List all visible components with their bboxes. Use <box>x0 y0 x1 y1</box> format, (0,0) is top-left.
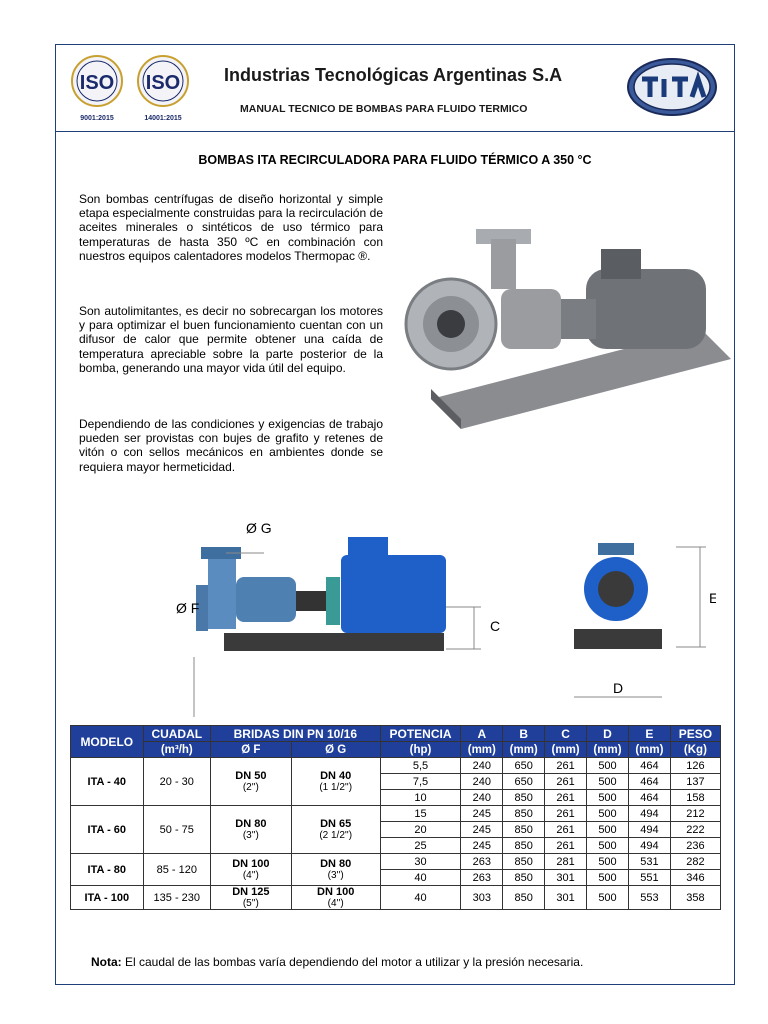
th-a: A <box>461 726 503 742</box>
cell-a: 263 <box>461 870 503 886</box>
header <box>56 45 734 132</box>
document-frame <box>55 44 735 985</box>
model-name: ITA - 100 <box>71 886 144 910</box>
flange-g <box>291 758 380 806</box>
th-peso-unit: (Kg) <box>670 742 720 758</box>
table-row <box>71 806 721 822</box>
flange-g-dn: DN 80 <box>320 858 352 870</box>
cell-b: 850 <box>503 854 545 870</box>
cell-b: 850 <box>503 790 545 806</box>
company-name: Industrias Tecnológicas Argentinas S.A <box>224 65 563 85</box>
model-name: ITA - 60 <box>71 806 144 854</box>
table-row <box>71 758 721 774</box>
table-row <box>71 854 721 870</box>
flange-g <box>291 854 380 886</box>
model-caudal: 20 - 30 <box>143 758 210 806</box>
pump-photo <box>401 209 731 434</box>
th-peso: PESO <box>670 726 720 742</box>
cell-e: 494 <box>628 822 670 838</box>
flange-f-inches: (3'') <box>242 830 259 841</box>
th-a-unit: (mm) <box>461 742 503 758</box>
cell-e: 464 <box>628 758 670 774</box>
flange-f-dn: DN 80 <box>235 818 267 830</box>
th-c-unit: (mm) <box>545 742 587 758</box>
note-label: Nota: <box>91 955 122 969</box>
cell-d: 500 <box>587 838 629 854</box>
flange-f-inches: (4'') <box>242 870 259 881</box>
cell-a: 245 <box>461 822 503 838</box>
cell-potencia: 20 <box>380 822 461 838</box>
intro-paragraph: Son bombas centrífugas de diseño horizontal y simple etapa especialmente construidas para la recirculación de aceites minerales o sintéticos de uso térmico para temperaturas de hasta 350 ºC en combinación con nuestros equipos calentadores modelos Thermopac ®. <box>79 192 383 263</box>
cell-e: 464 <box>628 774 670 790</box>
cell-c: 261 <box>545 838 587 854</box>
flange-g-inches: (2 1/2'') <box>319 830 353 841</box>
cell-c: 301 <box>545 886 587 910</box>
model-caudal: 50 - 75 <box>143 806 210 854</box>
cell-peso: 212 <box>670 806 720 822</box>
description-paragraph: Son autolimitantes, es decir no sobrecargan los motores y para optimizar el buen funcionamiento cuentan con un difusor de calor que permite obtener una caída de temperatura apreciable sobre la parte posterior de la bomba, generando una mayor vida útil del equipo. <box>79 304 383 375</box>
flange-f <box>211 758 292 806</box>
cell-c: 261 <box>545 774 587 790</box>
cell-b: 650 <box>503 758 545 774</box>
th-e: E <box>628 726 670 742</box>
cell-potencia: 25 <box>380 838 461 854</box>
cell-d: 500 <box>587 758 629 774</box>
note-text: El caudal de las bombas varía dependiendo del motor a utilizar y la presión necesaria. <box>121 955 584 969</box>
dimension-drawing <box>136 507 716 722</box>
iso-9001-seal <box>70 53 124 125</box>
cell-potencia: 15 <box>380 806 461 822</box>
cell-e: 464 <box>628 790 670 806</box>
flange-g-dn: DN 100 <box>317 886 355 898</box>
cell-potencia: 30 <box>380 854 461 870</box>
cell-potencia: 5,5 <box>380 758 461 774</box>
cell-peso: 137 <box>670 774 720 790</box>
cell-a: 303 <box>461 886 503 910</box>
cell-a: 240 <box>461 790 503 806</box>
th-caudal-unit: (m³/h) <box>143 742 210 758</box>
cell-d: 500 <box>587 790 629 806</box>
th-b: B <box>503 726 545 742</box>
footnote <box>91 955 583 969</box>
cell-e: 494 <box>628 838 670 854</box>
th-caudal: CUADAL <box>143 726 210 742</box>
cell-c: 261 <box>545 806 587 822</box>
th-b-unit: (mm) <box>503 742 545 758</box>
cell-e: 494 <box>628 806 670 822</box>
cell-peso: 222 <box>670 822 720 838</box>
cell-potencia: 40 <box>380 886 461 910</box>
cell-b: 850 <box>503 838 545 854</box>
flange-f-inches: (5'') <box>242 898 259 909</box>
cell-e: 551 <box>628 870 670 886</box>
th-potencia-unit: (hp) <box>380 742 461 758</box>
cell-potencia: 7,5 <box>380 774 461 790</box>
flange-g-inches: (4'') <box>327 898 344 909</box>
cell-a: 245 <box>461 838 503 854</box>
cell-c: 261 <box>545 822 587 838</box>
svg-text:ISO: ISO <box>145 72 181 94</box>
th-f: Ø F <box>211 742 292 758</box>
iso-9001-caption: 9001:2015 <box>80 115 114 122</box>
dim-f-label: Ø F <box>176 600 200 616</box>
cell-peso: 126 <box>670 758 720 774</box>
cell-c: 261 <box>545 758 587 774</box>
cell-a: 263 <box>461 854 503 870</box>
iso-14001-caption: 14001:2015 <box>144 115 182 122</box>
dim-c-label: C <box>490 618 501 634</box>
page-title: BOMBAS ITA RECIRCULADORA PARA FLUIDO TÉRMICO A 350 °C <box>198 153 592 167</box>
spec-table <box>70 725 721 910</box>
cell-d: 500 <box>587 774 629 790</box>
cell-peso: 346 <box>670 870 720 886</box>
cell-e: 531 <box>628 854 670 870</box>
cell-peso: 358 <box>670 886 720 910</box>
th-potencia: POTENCIA <box>380 726 461 742</box>
company-logo <box>624 55 720 124</box>
flange-g <box>291 806 380 854</box>
cell-d: 500 <box>587 886 629 910</box>
spec-table-body <box>71 758 721 910</box>
flange-g-inches: (1 1/2'') <box>319 782 353 793</box>
flange-f-dn: DN 100 <box>232 858 270 870</box>
cell-a: 240 <box>461 758 503 774</box>
th-bridas: BRIDAS DIN PN 10/16 <box>211 726 381 742</box>
model-name: ITA - 80 <box>71 854 144 886</box>
options-paragraph: Dependiendo de las condiciones y exigencias de trabajo pueden ser provistas con bujes de grafito y retenes de vitón o con sellos mecánicos en ambientes donde se requiera mayor hermeticidad. <box>79 417 383 474</box>
flange-g-inches: (3'') <box>327 870 344 881</box>
flange-f-dn: DN 125 <box>232 886 270 898</box>
cell-c: 281 <box>545 854 587 870</box>
cell-d: 500 <box>587 806 629 822</box>
cell-c: 301 <box>545 870 587 886</box>
cell-d: 500 <box>587 870 629 886</box>
th-d-unit: (mm) <box>587 742 629 758</box>
flange-f-inches: (2'') <box>242 782 259 793</box>
th-d: D <box>587 726 629 742</box>
model-caudal: 135 - 230 <box>143 886 210 910</box>
flange-f <box>211 806 292 854</box>
cell-peso: 282 <box>670 854 720 870</box>
th-e-unit: (mm) <box>628 742 670 758</box>
cell-a: 245 <box>461 806 503 822</box>
th-c: C <box>545 726 587 742</box>
model-caudal: 85 - 120 <box>143 854 210 886</box>
th-modelo: MODELO <box>71 726 144 758</box>
flange-f <box>211 854 292 886</box>
cell-a: 240 <box>461 774 503 790</box>
cell-d: 500 <box>587 822 629 838</box>
cell-b: 850 <box>503 822 545 838</box>
cell-peso: 236 <box>670 838 720 854</box>
flange-g-dn: DN 40 <box>320 770 352 782</box>
flange-f <box>211 886 292 910</box>
cell-potencia: 40 <box>380 870 461 886</box>
cell-e: 553 <box>628 886 670 910</box>
cell-b: 850 <box>503 806 545 822</box>
cell-potencia: 10 <box>380 790 461 806</box>
cell-b: 850 <box>503 870 545 886</box>
dim-d-label: D <box>613 680 624 696</box>
flange-f-dn: DN 50 <box>235 770 267 782</box>
table-row <box>71 886 721 910</box>
cell-b: 650 <box>503 774 545 790</box>
flange-g-dn: DN 65 <box>320 818 352 830</box>
cell-d: 500 <box>587 854 629 870</box>
model-name: ITA - 40 <box>71 758 144 806</box>
th-g: Ø G <box>291 742 380 758</box>
dim-e-label: E <box>709 590 716 606</box>
manual-title: MANUAL TECNICO DE BOMBAS PARA FLUIDO TERMICO <box>240 103 528 115</box>
flange-g <box>291 886 380 910</box>
svg-text:ISO: ISO <box>79 72 115 94</box>
cell-c: 261 <box>545 790 587 806</box>
iso-14001-seal <box>136 53 190 125</box>
dim-g-label: Ø G <box>246 520 272 536</box>
cell-peso: 158 <box>670 790 720 806</box>
cell-b: 850 <box>503 886 545 910</box>
